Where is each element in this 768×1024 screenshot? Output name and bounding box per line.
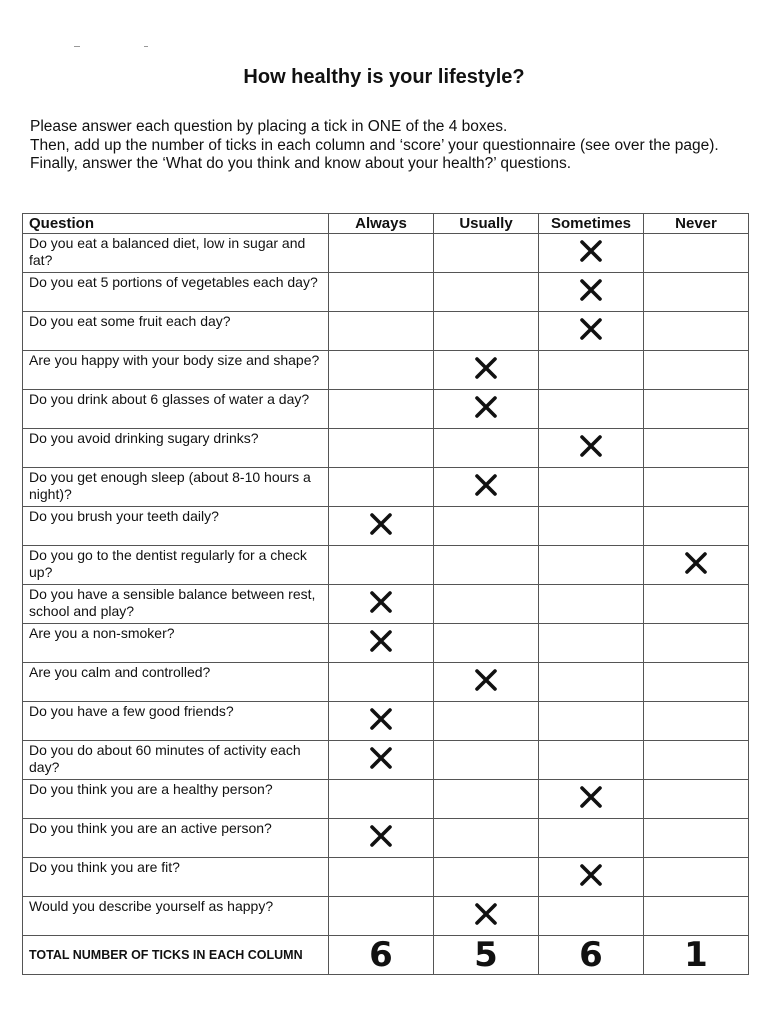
answer-cell-sometimes[interactable] [539,663,644,702]
answer-cell-never[interactable] [644,351,749,390]
question-text: Are you happy with your body size and shape? [23,351,329,390]
answer-cell-usually[interactable] [434,546,539,585]
answer-cell-usually[interactable] [434,858,539,897]
answer-cell-never[interactable] [644,819,749,858]
page-title: How healthy is your lifestyle? [243,66,525,88]
answer-cell-never[interactable] [644,546,749,585]
table-row [23,702,749,741]
header-sometimes: Sometimes [539,214,644,234]
x-mark-icon [369,629,393,653]
answer-cell-usually[interactable] [434,780,539,819]
answer-cell-never[interactable] [644,234,749,273]
answer-cell-always[interactable] [329,624,434,663]
table-row [23,429,749,468]
answer-cell-usually[interactable] [434,390,539,429]
answer-cell-usually[interactable] [434,741,539,780]
table-row [23,624,749,663]
answer-cell-always[interactable] [329,546,434,585]
table-row [23,351,749,390]
question-text: Are you calm and controlled? [23,663,329,702]
table-row [23,585,749,624]
answer-cell-sometimes[interactable] [539,507,644,546]
question-text: Do you think you are an active person? [23,819,329,858]
answer-cell-always[interactable] [329,897,434,936]
question-text: Do you eat some fruit each day? [23,312,329,351]
question-text: Do you eat 5 portions of vegetables each day? [23,273,329,312]
question-text: Are you a non-smoker? [23,624,329,663]
instructions [30,118,760,174]
answer-cell-always[interactable] [329,507,434,546]
answer-cell-usually[interactable] [434,663,539,702]
answer-cell-sometimes[interactable] [539,312,644,351]
answer-cell-usually[interactable] [434,819,539,858]
table-row [23,741,749,780]
question-text: Would you describe yourself as happy? [23,897,329,936]
answer-cell-always[interactable] [329,663,434,702]
totals-label: TOTAL NUMBER OF TICKS IN EACH COLUMN [23,936,329,975]
table-row [23,507,749,546]
question-text: Do you eat a balanced diet, low in sugar and fat? [23,234,329,273]
x-mark-icon [369,824,393,848]
answer-cell-sometimes[interactable] [539,390,644,429]
x-mark-icon [579,863,603,887]
answer-cell-sometimes[interactable] [539,585,644,624]
answer-cell-usually[interactable] [434,702,539,741]
totals-row [23,936,749,975]
x-mark-icon [474,395,498,419]
x-mark-icon [369,590,393,614]
answer-cell-never[interactable] [644,312,749,351]
header-usually: Usually [434,214,539,234]
question-text: Do you do about 60 minutes of activity each day? [23,741,329,780]
question-text: Do you get enough sleep (about 8-10 hours a night)? [23,468,329,507]
answer-cell-never[interactable] [644,858,749,897]
answer-cell-always[interactable] [329,312,434,351]
answer-cell-never[interactable] [644,585,749,624]
answer-cell-always[interactable] [329,468,434,507]
question-text: Do you have a few good friends? [23,702,329,741]
answer-cell-never[interactable] [644,897,749,936]
total-never: 1 [644,936,749,975]
table-row [23,273,749,312]
answer-cell-sometimes[interactable] [539,858,644,897]
answer-cell-never[interactable] [644,429,749,468]
table-row [23,780,749,819]
answer-cell-sometimes[interactable] [539,234,644,273]
answer-cell-sometimes[interactable] [539,741,644,780]
table-row [23,234,749,273]
instruction-line: Please answer each question by placing a tick in ONE of the 4 boxes. [30,118,508,135]
answer-cell-always[interactable] [329,780,434,819]
x-mark-icon [369,707,393,731]
answer-cell-never[interactable] [644,624,749,663]
header-always: Always [329,214,434,234]
answer-cell-never[interactable] [644,468,749,507]
x-mark-icon [474,668,498,692]
answer-cell-always[interactable] [329,702,434,741]
answer-cell-usually[interactable] [434,585,539,624]
answer-cell-always[interactable] [329,585,434,624]
answer-cell-always[interactable] [329,390,434,429]
total-usually: 5 [434,936,539,975]
question-text: Do you go to the dentist regularly for a check up? [23,546,329,585]
x-mark-icon [474,356,498,380]
questionnaire-table [22,213,749,975]
total-always: 6 [329,936,434,975]
answer-cell-usually[interactable] [434,273,539,312]
answer-cell-never[interactable] [644,741,749,780]
answer-cell-usually[interactable] [434,351,539,390]
total-sometimes: 6 [539,936,644,975]
answer-cell-sometimes[interactable] [539,624,644,663]
answer-cell-usually[interactable] [434,507,539,546]
answer-cell-sometimes[interactable] [539,273,644,312]
answer-cell-never[interactable] [644,780,749,819]
x-mark-icon [369,746,393,770]
answer-cell-never[interactable] [644,702,749,741]
question-text: Do you have a sensible balance between rest, school and play? [23,585,329,624]
x-mark-icon [684,551,708,575]
answer-cell-usually[interactable] [434,312,539,351]
answer-cell-usually[interactable] [434,624,539,663]
answer-cell-never[interactable] [644,273,749,312]
x-mark-icon [474,902,498,926]
answer-cell-never[interactable] [644,390,749,429]
question-text: Do you drink about 6 glasses of water a day? [23,390,329,429]
table-row [23,468,749,507]
answer-cell-always[interactable] [329,429,434,468]
instruction-line: Finally, answer the ‘What do you think and know about your health?’ questions. [30,155,572,172]
answer-cell-sometimes[interactable] [539,897,644,936]
scan-mark [74,40,152,50]
answer-cell-always[interactable] [329,351,434,390]
x-mark-icon [579,434,603,458]
table-row [23,663,749,702]
header-never: Never [644,214,749,234]
answer-cell-always[interactable] [329,741,434,780]
x-mark-icon [579,278,603,302]
question-text: Do you think you are a healthy person? [23,780,329,819]
x-mark-icon [579,317,603,341]
answer-cell-sometimes[interactable] [539,351,644,390]
answer-cell-always[interactable] [329,858,434,897]
answer-cell-sometimes[interactable] [539,780,644,819]
x-mark-icon [474,473,498,497]
instruction-line: Then, add up the number of ticks in each column and ‘score’ your questionnaire (see over the page). [30,136,719,154]
answer-cell-always[interactable] [329,234,434,273]
answer-cell-sometimes[interactable] [539,702,644,741]
answer-cell-always[interactable] [329,273,434,312]
answer-cell-sometimes[interactable] [539,546,644,585]
table-row [23,546,749,585]
table-row [23,897,749,936]
question-text: Do you think you are fit? [23,858,329,897]
header-question: Question [23,214,329,234]
x-mark-icon [579,785,603,809]
answer-cell-never[interactable] [644,507,749,546]
x-mark-icon [369,512,393,536]
answer-cell-sometimes[interactable] [539,819,644,858]
x-mark-icon [579,239,603,263]
table-row [23,390,749,429]
question-text: Do you brush your teeth daily? [23,507,329,546]
table-row [23,312,749,351]
question-text: Do you avoid drinking sugary drinks? [23,429,329,468]
answer-cell-usually[interactable] [434,234,539,273]
answer-cell-sometimes[interactable] [539,468,644,507]
header-row [23,214,749,234]
answer-cell-sometimes[interactable] [539,429,644,468]
table-row [23,858,749,897]
answer-cell-usually[interactable] [434,468,539,507]
table-row [23,819,749,858]
answer-cell-always[interactable] [329,819,434,858]
answer-cell-usually[interactable] [434,429,539,468]
answer-cell-never[interactable] [644,663,749,702]
answer-cell-usually[interactable] [434,897,539,936]
